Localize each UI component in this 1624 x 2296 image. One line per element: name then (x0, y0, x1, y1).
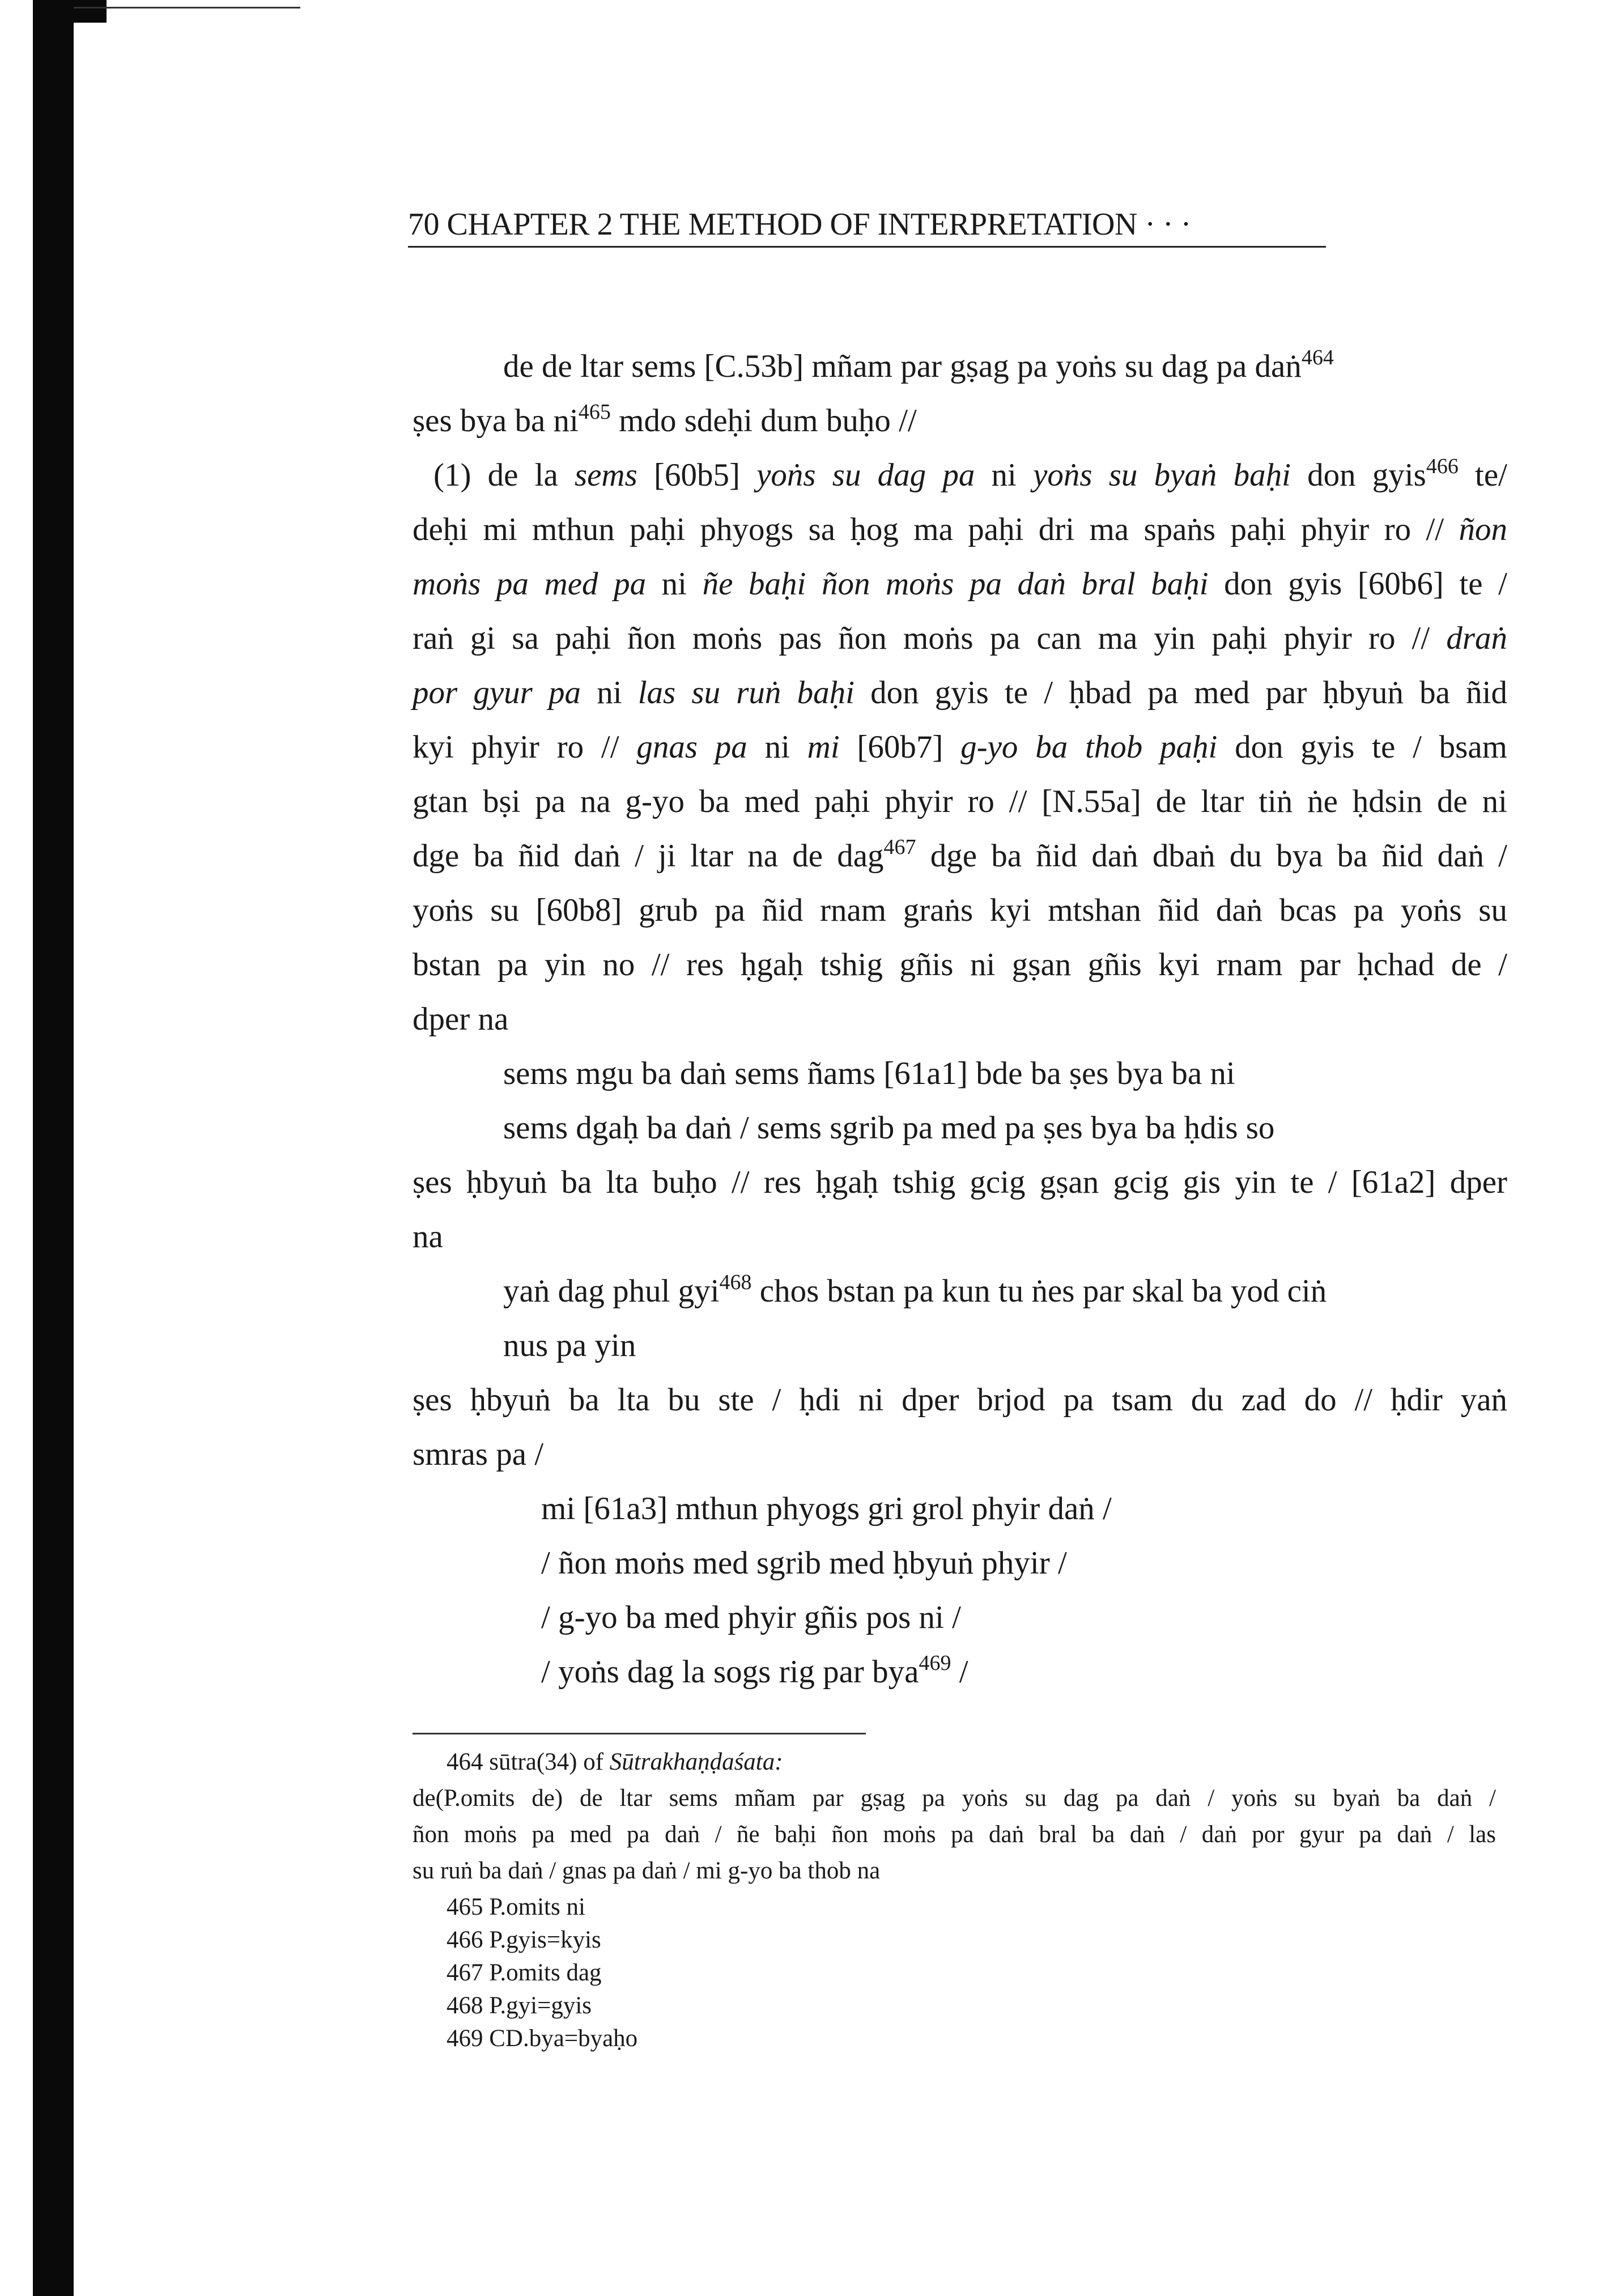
footnote-line: 468 P.gyi=gyis (447, 1992, 592, 2019)
footnote-ref: 465 (578, 400, 611, 424)
footnote-line: 464 sūtra(34) of Sūtrakhaṇḍaśata: (447, 1749, 783, 1775)
scan-shadow-edge (33, 0, 74, 2296)
scan-shadow-corner (74, 0, 107, 23)
running-header: 70 CHAPTER 2 THE METHOD OF INTERPRETATION · · · (408, 209, 1326, 248)
body-line: ṣes ḥbyuṅ ba lta buḥo // res ḥgaḥ tshig gcig gṣan gcig gis yin te / [61a2] dper (413, 1164, 1507, 1200)
body-line: na (413, 1219, 443, 1255)
footnote-ref: 468 (719, 1270, 752, 1294)
body-line: yaṅ dag phul gyi$^{468}$ chos bstan pa kun tu ṅes par skal ba yod ciṅ (503, 1270, 1327, 1309)
footnote-line: de(P.omits de) de ltar sems mñam par gṣag pa yoṅs su dag pa daṅ / yoṅs su byaṅ ba daṅ / (413, 1785, 1496, 1812)
body-line: deḥi mi mthun paḥi phyogs sa ḥog ma paḥi dri ma spaṅs paḥi phyir ro // ñon (413, 512, 1507, 547)
footnote-line: 467 P.omits dag (447, 1959, 602, 1986)
footnote-line: ñon moṅs pa med pa daṅ / ñe baḥi ñon moṅs pa daṅ bral ba daṅ / daṅ por gyur pa daṅ / las (413, 1821, 1496, 1848)
body-line: gtan bṣi pa na g-yo ba med paḥi phyir ro // [N.55a] de ltar tiṅ ṅe ḥdsin de ni (413, 784, 1507, 819)
scan-top-line (74, 7, 300, 8)
body-line: nus pa yin (503, 1328, 636, 1363)
body-line: sems dgaḥ ba daṅ / sems sgrib pa med pa ṣes bya ba ḥdis so (503, 1110, 1275, 1146)
body-line: bstan pa yin no // res ḥgaḥ tshig gñis ni gṣan gñis kyi rnam par ḥchad de / (413, 947, 1507, 983)
footnote-line: su ruṅ ba daṅ / gnas pa daṅ / mi g-yo ba thob na (413, 1857, 881, 1884)
footnote-rule (413, 1733, 866, 1734)
footnote-line: 466 P.gyis=kyis (447, 1927, 601, 1953)
footnote-line: 469 CD.bya=byaḥo (447, 2025, 638, 2052)
body-line: ṣes bya ba $ni^{465}$ mdo sdeḥi dum buḥo // (413, 400, 917, 439)
body-line: sems mgu ba daṅ sems ñams [61a1] bde ba ṣes bya ba ni (503, 1056, 1235, 1091)
body-line: de de ltar sems [C.53b] mñam par gṣag pa yoṅs su dag pa daṅ$^{464}$ (503, 346, 1334, 384)
body-line: dge ba ñid daṅ / ji ltar na de dag$^{467}$ dge ba ñid daṅ dbaṅ du bya ba ñid daṅ / (413, 835, 1507, 874)
footnote-line: 465 P.omits ni (447, 1894, 585, 1920)
body-line: moṅs pa med pa ni ñe baḥi ñon moṅs pa daṅ bral baḥi don gyis [60b6] te / (413, 566, 1507, 602)
body-line: mi [61a3] mthun phyogs gri grol phyir daṅ / (541, 1491, 1112, 1527)
body-line: (1) de la sems [60b5] yoṅs su dag pa ni yoṅs su byaṅ baḥi don gyis$^{466}$ te/ (433, 454, 1507, 493)
body-line: dper na (413, 1001, 509, 1037)
footnote-ref: 467 (883, 835, 916, 859)
body-line: smras pa / (413, 1436, 544, 1472)
footnote-ref: 469 (919, 1651, 951, 1675)
body-line: por gyur pa ni las su ruṅ baḥi don gyis te / ḥbad pa med par ḥbyuṅ ba ñid (413, 675, 1507, 711)
body-line: / yoṅs dag la sogs rig par bya$^{469}$ / (541, 1651, 968, 1690)
body-line: / g-yo ba med phyir gñis pos ni / (541, 1600, 961, 1635)
body-line: yoṅs su [60b8] grub pa ñid rnam graṅs kyi mtshan ñid daṅ bcas pa yoṅs su (413, 892, 1507, 928)
body-line: / ñon moṅs med sgrib med ḥbyuṅ phyir / (541, 1545, 1067, 1581)
body-line: ṣes ḥbyuṅ ba lta bu ste / ḥdi ni dper brjod pa tsam du zad do // ḥdir yaṅ (413, 1382, 1507, 1418)
body-line: kyi phyir ro // gnas pa ni mi [60b7] g-yo ba thob paḥi don gyis te / bsam (413, 729, 1507, 765)
footnote-ref: 466 (1426, 454, 1459, 478)
footnote-ref: 464 (1301, 346, 1334, 369)
body-line: raṅ gi sa paḥi ñon moṅs pas ñon moṅs pa can ma yin paḥi phyir ro // draṅ (413, 620, 1507, 656)
